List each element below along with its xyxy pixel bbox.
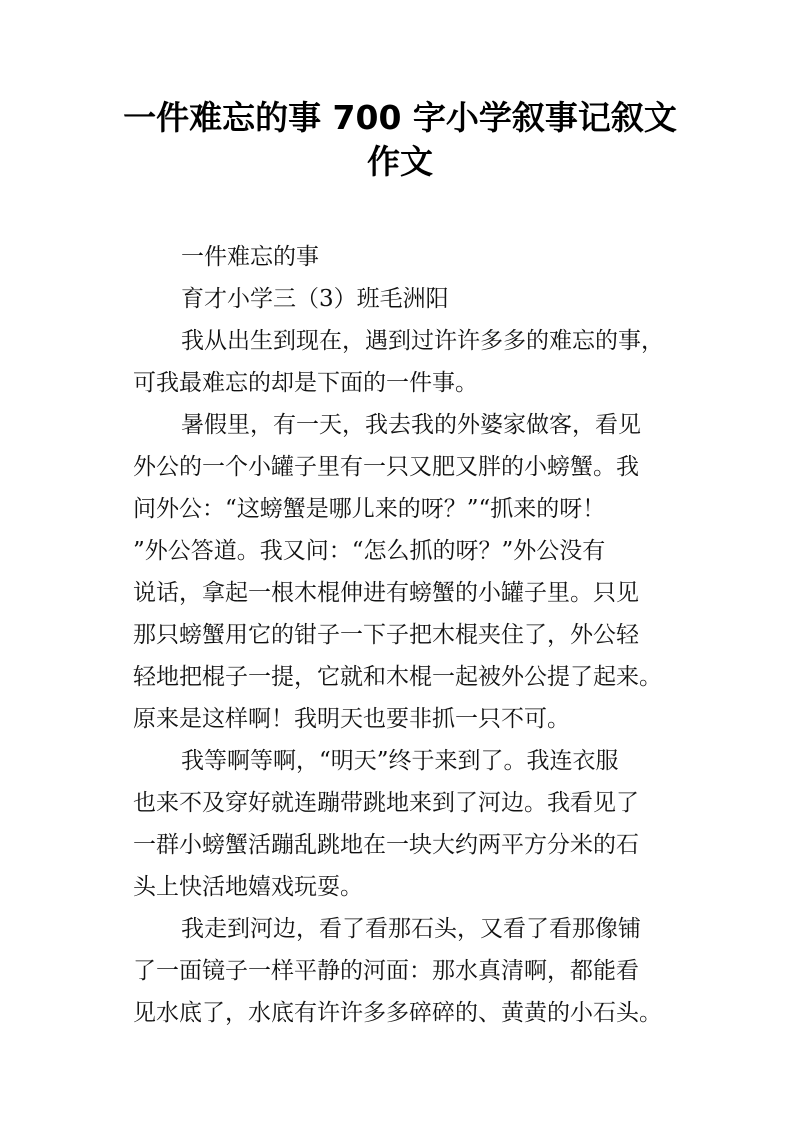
paragraph-line: 一群小螃蟹活蹦乱跳地在一块大约两平方分米的石 (133, 832, 639, 858)
paragraph-line: 我从出生到现在，遇到过许许多多的难忘的事， (181, 328, 664, 354)
author-line: 育才小学三（3）班毛洲阳 (181, 286, 449, 312)
paragraph (133, 908, 673, 1034)
document-body (133, 236, 673, 1034)
paragraph (133, 740, 673, 908)
title-line: 作文 (367, 142, 433, 181)
paragraph-line: 原来是这样啊！我明天也要非抓一只不可。 (133, 706, 570, 732)
paragraph (133, 320, 673, 404)
paragraph-line: 了一面镜子一样平静的河面：那水真清啊，都能看 (133, 958, 639, 984)
paragraph-line: 头上快活地嬉戏玩耍。 (133, 874, 363, 900)
paragraph-line: 问外公：“这螃蟹是哪儿来的呀？”“抓来的呀！ (133, 496, 606, 522)
paragraph-line: 也来不及穿好就连蹦带跳地来到了河边。我看见了 (133, 790, 639, 816)
paragraph (133, 404, 673, 740)
paragraph-line: 暑假里，有一天，我去我的外婆家做客，看见 (181, 412, 641, 438)
title-line: 一件难忘的事 700 字小学叙事记叙文 (123, 98, 677, 137)
paragraph-line: 见水底了，水底有许许多多碎碎的、黄黄的小石头。 (133, 1000, 662, 1026)
paragraph-line: 我走到河边，看了看那石头，又看了看那像铺 (181, 916, 641, 942)
paragraph-line: 那只螃蟹用它的钳子一下子把木棍夹住了，外公轻 (133, 622, 639, 648)
paragraph-line: 我等啊等啊，“明天”终于来到了。我连衣服 (181, 748, 619, 774)
paragraph-line: ”外公答道。我又问：“怎么抓的呀？”外公没有 (133, 538, 606, 564)
paragraph-line: 说话，拿起一根木棍伸进有螃蟹的小罐子里。只见 (133, 580, 639, 606)
paragraph-line: 轻地把棍子一提，它就和木棍一起被外公提了起来。 (133, 664, 662, 690)
paragraph-line: 外公的一个小罐子里有一只又肥又胖的小螃蟹。我 (133, 454, 639, 480)
paragraph-line: 可我最难忘的却是下面的一件事。 (133, 370, 478, 396)
document-title (100, 96, 700, 184)
essay-subtitle: 一件难忘的事 (181, 244, 319, 270)
